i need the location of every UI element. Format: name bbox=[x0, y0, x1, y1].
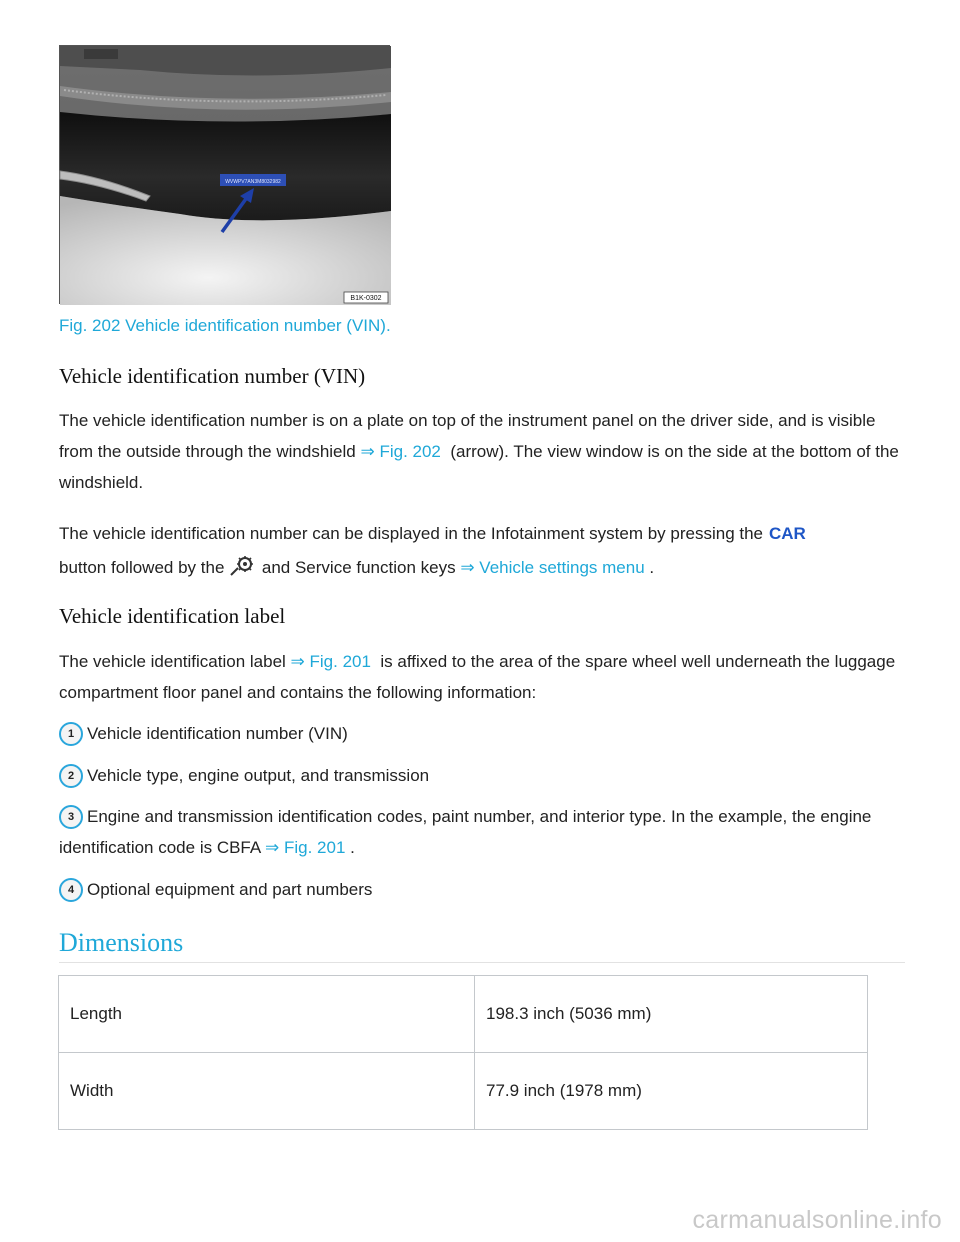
vin-paragraph-2 bbox=[59, 518, 909, 586]
table-cell-value: 198.3 inch (5036 mm) bbox=[475, 976, 868, 1053]
list-item-text: Engine and transmission identification codes, paint number, and interior type. In the example, the engine identification code is CBFA bbox=[59, 807, 872, 857]
table-cell-value: 77.9 inch (1978 mm) bbox=[475, 1053, 868, 1130]
list-item bbox=[59, 760, 909, 791]
fig-202-link[interactable]: ⇒ Fig. 202 bbox=[360, 442, 441, 461]
list-item-tail: . bbox=[350, 838, 355, 857]
label-p-text-a: The vehicle identification label bbox=[59, 652, 286, 671]
list-item-text: Optional equipment and part numbers bbox=[87, 880, 373, 899]
number-4-icon: 4 bbox=[59, 878, 83, 902]
list-item-text: Vehicle identification number (VIN) bbox=[87, 724, 348, 743]
vin-heading: Vehicle identification number (VIN) bbox=[59, 364, 366, 388]
vin-plate-text: WVWPV7AN3M8032982 bbox=[225, 179, 281, 185]
table-cell-label: Length bbox=[59, 976, 475, 1053]
vin-p2-text-b: button followed by the bbox=[59, 558, 225, 577]
vin-p2-text-d: . bbox=[649, 558, 655, 577]
car-key-icon bbox=[768, 521, 806, 552]
vin-paragraph-1 bbox=[59, 405, 909, 498]
list-item bbox=[59, 874, 909, 905]
vin-p2-text-a: The vehicle identification number can be displayed in the Infotainment system by pressing the bbox=[59, 524, 764, 543]
car-key-label: CAR bbox=[768, 524, 806, 543]
list-item-text: Vehicle type, engine output, and transmission bbox=[87, 766, 430, 785]
table-row bbox=[59, 976, 868, 1053]
label-heading: Vehicle identification label bbox=[59, 604, 286, 628]
vehicle-settings-menu-link[interactable]: ⇒ Vehicle settings menu bbox=[460, 558, 645, 577]
figure-code-label: B1K-0302 bbox=[350, 295, 382, 302]
number-3-icon: 3 bbox=[59, 805, 83, 829]
watermark: carmanualsonline.info bbox=[692, 1206, 942, 1234]
label-paragraph bbox=[59, 646, 909, 708]
list-item bbox=[59, 718, 909, 749]
dimensions-heading: Dimensions bbox=[59, 928, 184, 957]
number-2-icon: 2 bbox=[59, 764, 83, 788]
section-divider bbox=[59, 962, 905, 963]
table-row bbox=[59, 1053, 868, 1130]
fig-201-link[interactable]: ⇒ Fig. 201 bbox=[265, 838, 346, 857]
vin-p1-text-b: (arrow). The view window is on the side at the bottom of the windshield. bbox=[59, 442, 899, 492]
vin-p2-text-c: and Service function keys bbox=[261, 558, 456, 577]
fig-201-link[interactable]: ⇒ Fig. 201 bbox=[290, 652, 371, 671]
dimensions-table bbox=[58, 975, 868, 1130]
vin-p1-text-a: The vehicle identification number is on a plate on top of the instrument panel on the driver side, and is visible from the outside through the windshield bbox=[59, 411, 876, 461]
label-p-text-b: is affixed to the area of the spare wheel well underneath the luggage compartment floor panel and contains the following information: bbox=[59, 652, 896, 702]
vin-figure-image bbox=[59, 45, 390, 304]
table-cell-label: Width bbox=[59, 1053, 475, 1130]
list-item bbox=[59, 801, 909, 863]
settings-gear-icon bbox=[229, 555, 257, 586]
figure-caption: Fig. 202 Vehicle identification number (VIN). bbox=[59, 316, 391, 335]
number-1-icon: 1 bbox=[59, 722, 83, 746]
